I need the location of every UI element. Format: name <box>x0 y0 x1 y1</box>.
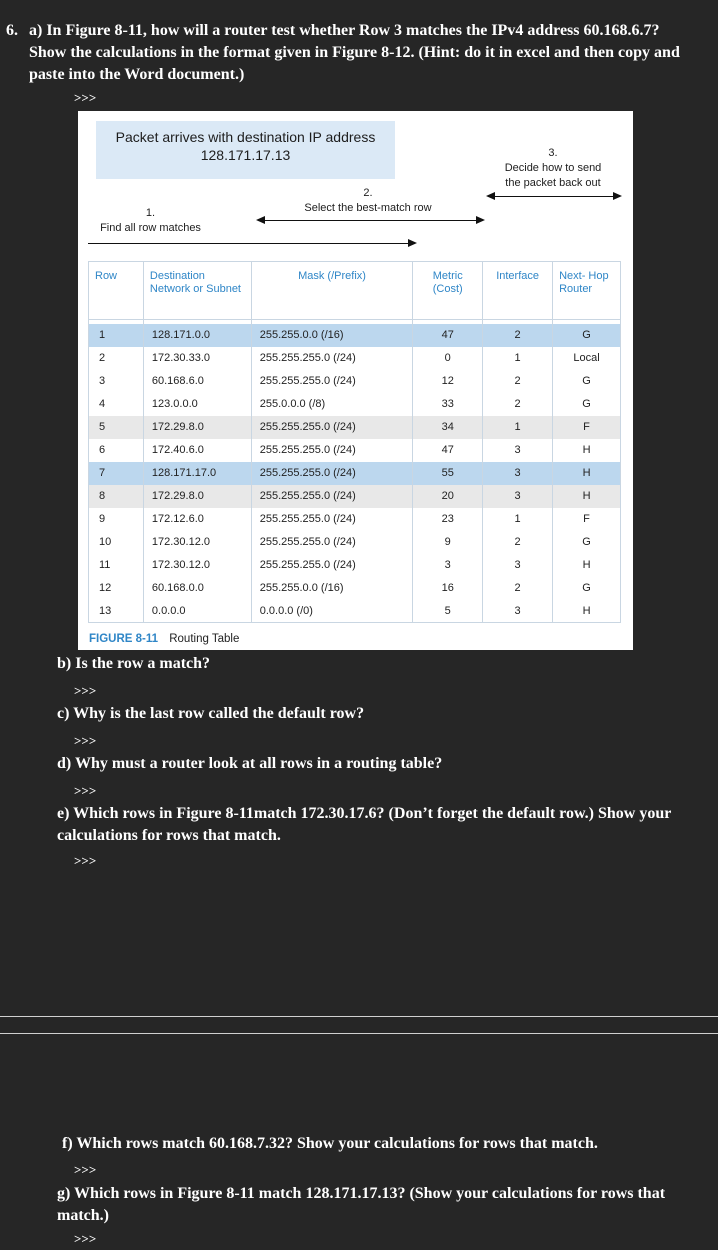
table-row <box>89 416 621 439</box>
destination-cell: 60.168.6.0 <box>143 370 251 393</box>
packet-destination-ip: 128.171.17.13 <box>200 147 291 163</box>
answer-marker-d[interactable]: >>> <box>74 783 97 798</box>
mask-cell: 255.255.255.0 (/24) <box>251 370 413 393</box>
interface-cell: 2 <box>483 577 553 600</box>
step-1-number: 1. <box>145 207 156 219</box>
next-hop-cell: F <box>553 508 621 531</box>
row-number-cell: 12 <box>89 577 144 600</box>
header-row: Row <box>89 262 144 320</box>
row-number-cell: 1 <box>89 324 144 347</box>
step-2-number: 2. <box>363 187 373 199</box>
next-hop-cell: H <box>553 439 621 462</box>
metric-cell: 47 <box>413 324 483 347</box>
mask-cell: 255.255.255.0 (/24) <box>251 462 413 485</box>
next-hop-cell: F <box>553 416 621 439</box>
table-row <box>89 485 621 508</box>
next-hop-cell: G <box>553 531 621 554</box>
interface-cell: 2 <box>483 370 553 393</box>
question-6a <box>6 20 689 86</box>
arrow-head-right <box>476 216 485 224</box>
metric-cell: 16 <box>413 577 483 600</box>
interface-cell: 2 <box>483 393 553 416</box>
destination-cell: 128.171.0.0 <box>143 324 251 347</box>
metric-cell: 34 <box>413 416 483 439</box>
row-number-cell: 10 <box>89 531 144 554</box>
mask-cell: 255.255.255.0 (/24) <box>251 508 413 531</box>
table-row <box>89 508 621 531</box>
mask-cell: 0.0.0.0 (/0) <box>251 600 413 623</box>
step-3-line-1: Decide how to send <box>504 162 602 174</box>
interface-cell: 1 <box>483 508 553 531</box>
table-row <box>89 554 621 577</box>
question-6f: f) Which rows match 60.168.7.32? Show your calculations for rows that match. <box>62 1135 598 1152</box>
row-number-cell: 11 <box>89 554 144 577</box>
metric-cell: 9 <box>413 531 483 554</box>
step-2-label <box>293 186 443 216</box>
routing-table-figure <box>78 111 633 650</box>
arrow-head-left <box>486 192 495 200</box>
question-6d: d) Why must a router look at all rows in a routing table? <box>57 755 443 772</box>
next-hop-cell: H <box>553 485 621 508</box>
mask-cell: 255.255.255.0 (/24) <box>251 531 413 554</box>
metric-cell: 55 <box>413 462 483 485</box>
table-row <box>89 347 621 370</box>
metric-cell: 20 <box>413 485 483 508</box>
mask-cell: 255.255.255.0 (/24) <box>251 347 413 370</box>
destination-cell: 128.171.17.0 <box>143 462 251 485</box>
interface-cell: 3 <box>483 600 553 623</box>
next-hop-cell: G <box>553 370 621 393</box>
destination-cell: 172.30.33.0 <box>143 347 251 370</box>
next-hop-cell: G <box>553 393 621 416</box>
interface-cell: 3 <box>483 439 553 462</box>
table-row <box>89 531 621 554</box>
interface-cell: 1 <box>483 416 553 439</box>
step-1-label <box>88 206 213 236</box>
question-6c: c) Why is the last row called the default row? <box>57 705 365 722</box>
header-mask: Mask (/Prefix) <box>251 262 413 320</box>
arrow-head-right <box>613 192 622 200</box>
metric-cell: 47 <box>413 439 483 462</box>
destination-cell: 0.0.0.0 <box>143 600 251 623</box>
destination-cell: 172.40.6.0 <box>143 439 251 462</box>
step-1-text: Find all row matches <box>100 222 201 234</box>
figure-caption <box>89 633 239 645</box>
metric-cell: 5 <box>413 600 483 623</box>
table-row <box>89 577 621 600</box>
arrow-head-right <box>408 239 417 247</box>
table-row <box>89 370 621 393</box>
step-2-text: Select the best-match row <box>304 202 432 214</box>
mask-cell: 255.255.0.0 (/16) <box>251 577 413 600</box>
question-6e: e) Which rows in Figure 8-11match 172.30.17.6? (Don’t forget the default row.) Show your calculations for rows that match. <box>57 805 672 844</box>
destination-cell: 172.30.12.0 <box>143 531 251 554</box>
interface-cell: 3 <box>483 554 553 577</box>
answer-marker-e[interactable]: >>> <box>74 853 97 868</box>
destination-cell: 172.29.8.0 <box>143 416 251 439</box>
caption-title: Routing Table <box>169 633 240 645</box>
destination-cell: 172.30.12.0 <box>143 554 251 577</box>
destination-cell: 172.12.6.0 <box>143 508 251 531</box>
question-6g: g) Which rows in Figure 8-11 match 128.171.17.13? (Show your calculations for rows that match.) <box>57 1185 666 1224</box>
table-row <box>89 393 621 416</box>
question-a-text: a) In Figure 8-11, how will a router test whether Row 3 matches the IPv4 address 60.168.6.7? Show the calculations in the format given in Figure 8-12. (Hint: do it in excel and then copy and paste into the Word document.) <box>29 22 680 83</box>
interface-cell: 2 <box>483 324 553 347</box>
row-number-cell: 5 <box>89 416 144 439</box>
routing-table <box>88 261 621 623</box>
mask-cell: 255.255.255.0 (/24) <box>251 485 413 508</box>
row-number-cell: 8 <box>89 485 144 508</box>
header-metric: Metric (Cost) <box>413 262 483 320</box>
step-3-label <box>493 146 613 191</box>
metric-cell: 23 <box>413 508 483 531</box>
step-1-arrow <box>88 243 415 244</box>
interface-cell: 3 <box>483 462 553 485</box>
mask-cell: 255.255.255.0 (/24) <box>251 554 413 577</box>
answer-marker-f[interactable]: >>> <box>74 1162 97 1177</box>
table-header-row <box>89 262 621 320</box>
next-hop-cell: G <box>553 577 621 600</box>
separator-line-1 <box>0 1016 718 1017</box>
row-number-cell: 7 <box>89 462 144 485</box>
interface-cell: 1 <box>483 347 553 370</box>
separator-line-2 <box>0 1033 718 1034</box>
arrow-head-left <box>256 216 265 224</box>
step-3-arrow <box>488 196 620 197</box>
table-row <box>89 439 621 462</box>
step-2-arrow <box>258 220 483 221</box>
row-number-cell: 13 <box>89 600 144 623</box>
caption-figure-number: FIGURE 8-11 <box>89 633 159 645</box>
metric-cell: 33 <box>413 393 483 416</box>
next-hop-cell: G <box>553 324 621 347</box>
header-destination: Destination Network or Subnet <box>143 262 251 320</box>
next-hop-cell: H <box>553 462 621 485</box>
routing-table-body <box>89 320 621 623</box>
table-row <box>89 600 621 623</box>
header-next-hop: Next- Hop Router <box>553 262 621 320</box>
interface-cell: 2 <box>483 531 553 554</box>
mask-cell: 255.255.255.0 (/24) <box>251 416 413 439</box>
metric-cell: 12 <box>413 370 483 393</box>
next-hop-cell: H <box>553 600 621 623</box>
step-3-number: 3. <box>548 147 558 159</box>
header-interface: Interface <box>483 262 553 320</box>
row-number-cell: 4 <box>89 393 144 416</box>
next-hop-cell: Local <box>553 347 621 370</box>
metric-cell: 0 <box>413 347 483 370</box>
row-number-cell: 2 <box>89 347 144 370</box>
question-number: 6. <box>6 22 18 39</box>
destination-cell: 60.168.0.0 <box>143 577 251 600</box>
destination-cell: 123.0.0.0 <box>143 393 251 416</box>
row-number-cell: 3 <box>89 370 144 393</box>
mask-cell: 255.0.0.0 (/8) <box>251 393 413 416</box>
metric-cell: 3 <box>413 554 483 577</box>
next-hop-cell: H <box>553 554 621 577</box>
answer-marker-b[interactable]: >>> <box>74 683 97 698</box>
mask-cell: 255.255.255.0 (/24) <box>251 439 413 462</box>
table-row <box>89 324 621 347</box>
mask-cell: 255.255.0.0 (/16) <box>251 324 413 347</box>
question-6b: b) Is the row a match? <box>57 655 211 672</box>
interface-cell: 3 <box>483 485 553 508</box>
row-number-cell: 9 <box>89 508 144 531</box>
packet-arrival-box <box>96 121 395 179</box>
answer-marker-a[interactable]: >>> <box>74 90 97 105</box>
row-number-cell: 6 <box>89 439 144 462</box>
answer-marker-g[interactable]: >>> <box>74 1231 97 1246</box>
packet-line-1: Packet arrives with destination IP address <box>115 129 376 145</box>
answer-marker-c[interactable]: >>> <box>74 733 97 748</box>
destination-cell: 172.29.8.0 <box>143 485 251 508</box>
table-row <box>89 462 621 485</box>
step-3-line-2: the packet back out <box>505 177 601 189</box>
